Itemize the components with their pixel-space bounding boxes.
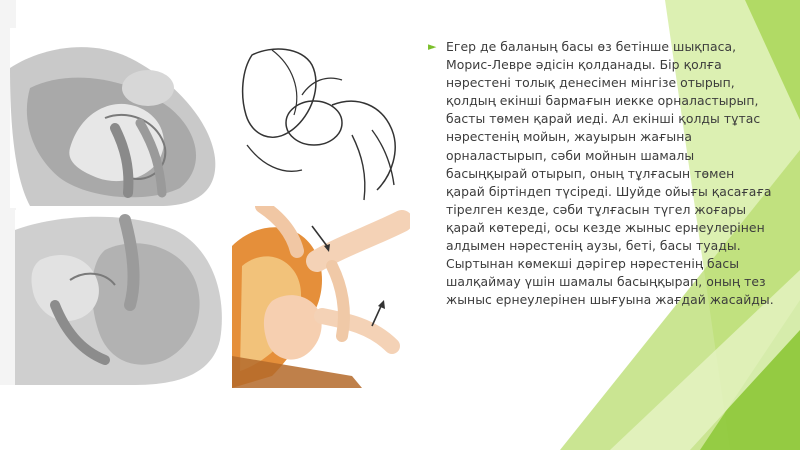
arrow-bullet-icon: ►	[428, 40, 437, 53]
content-text-box	[428, 38, 788, 309]
illustration-top-right	[232, 35, 404, 210]
illustration-bottom-left	[15, 210, 227, 385]
illustration-top-left	[10, 28, 220, 208]
body-paragraph: Егер де баланың басы өз бетінше шықпаса, Морис-Левре әдісін қолданады. Бір қолға нәрестені толық денесімен мінгізе отырып, қолдың екінші бармағын иекке орналастырып, басты төмен қарай иеді. Ал екінші қолды тұтас нәрестенің мойын, жауырын жағына орналастырып, сәби мойнын шамалы басыңқырай отырып, оның тұлғасын төмен қарай біртіндеп түсіреді. Шуйде ойығы қасағаға тірелген кезде, сәби тұлғасын түгел жоғары қарай көтереді, осы кезде жыныс ернеулерінен алдымен нәрестенің аузы, беті, басы туады. Сыртынан көмекші дәрігер нәрестенің басы шалқаймау үшін шамалы басыңқырап, оның тез жыныс ернеулерінен шығуына жағдай жасайды.	[446, 39, 774, 308]
illustration-bottom-right	[232, 206, 410, 388]
